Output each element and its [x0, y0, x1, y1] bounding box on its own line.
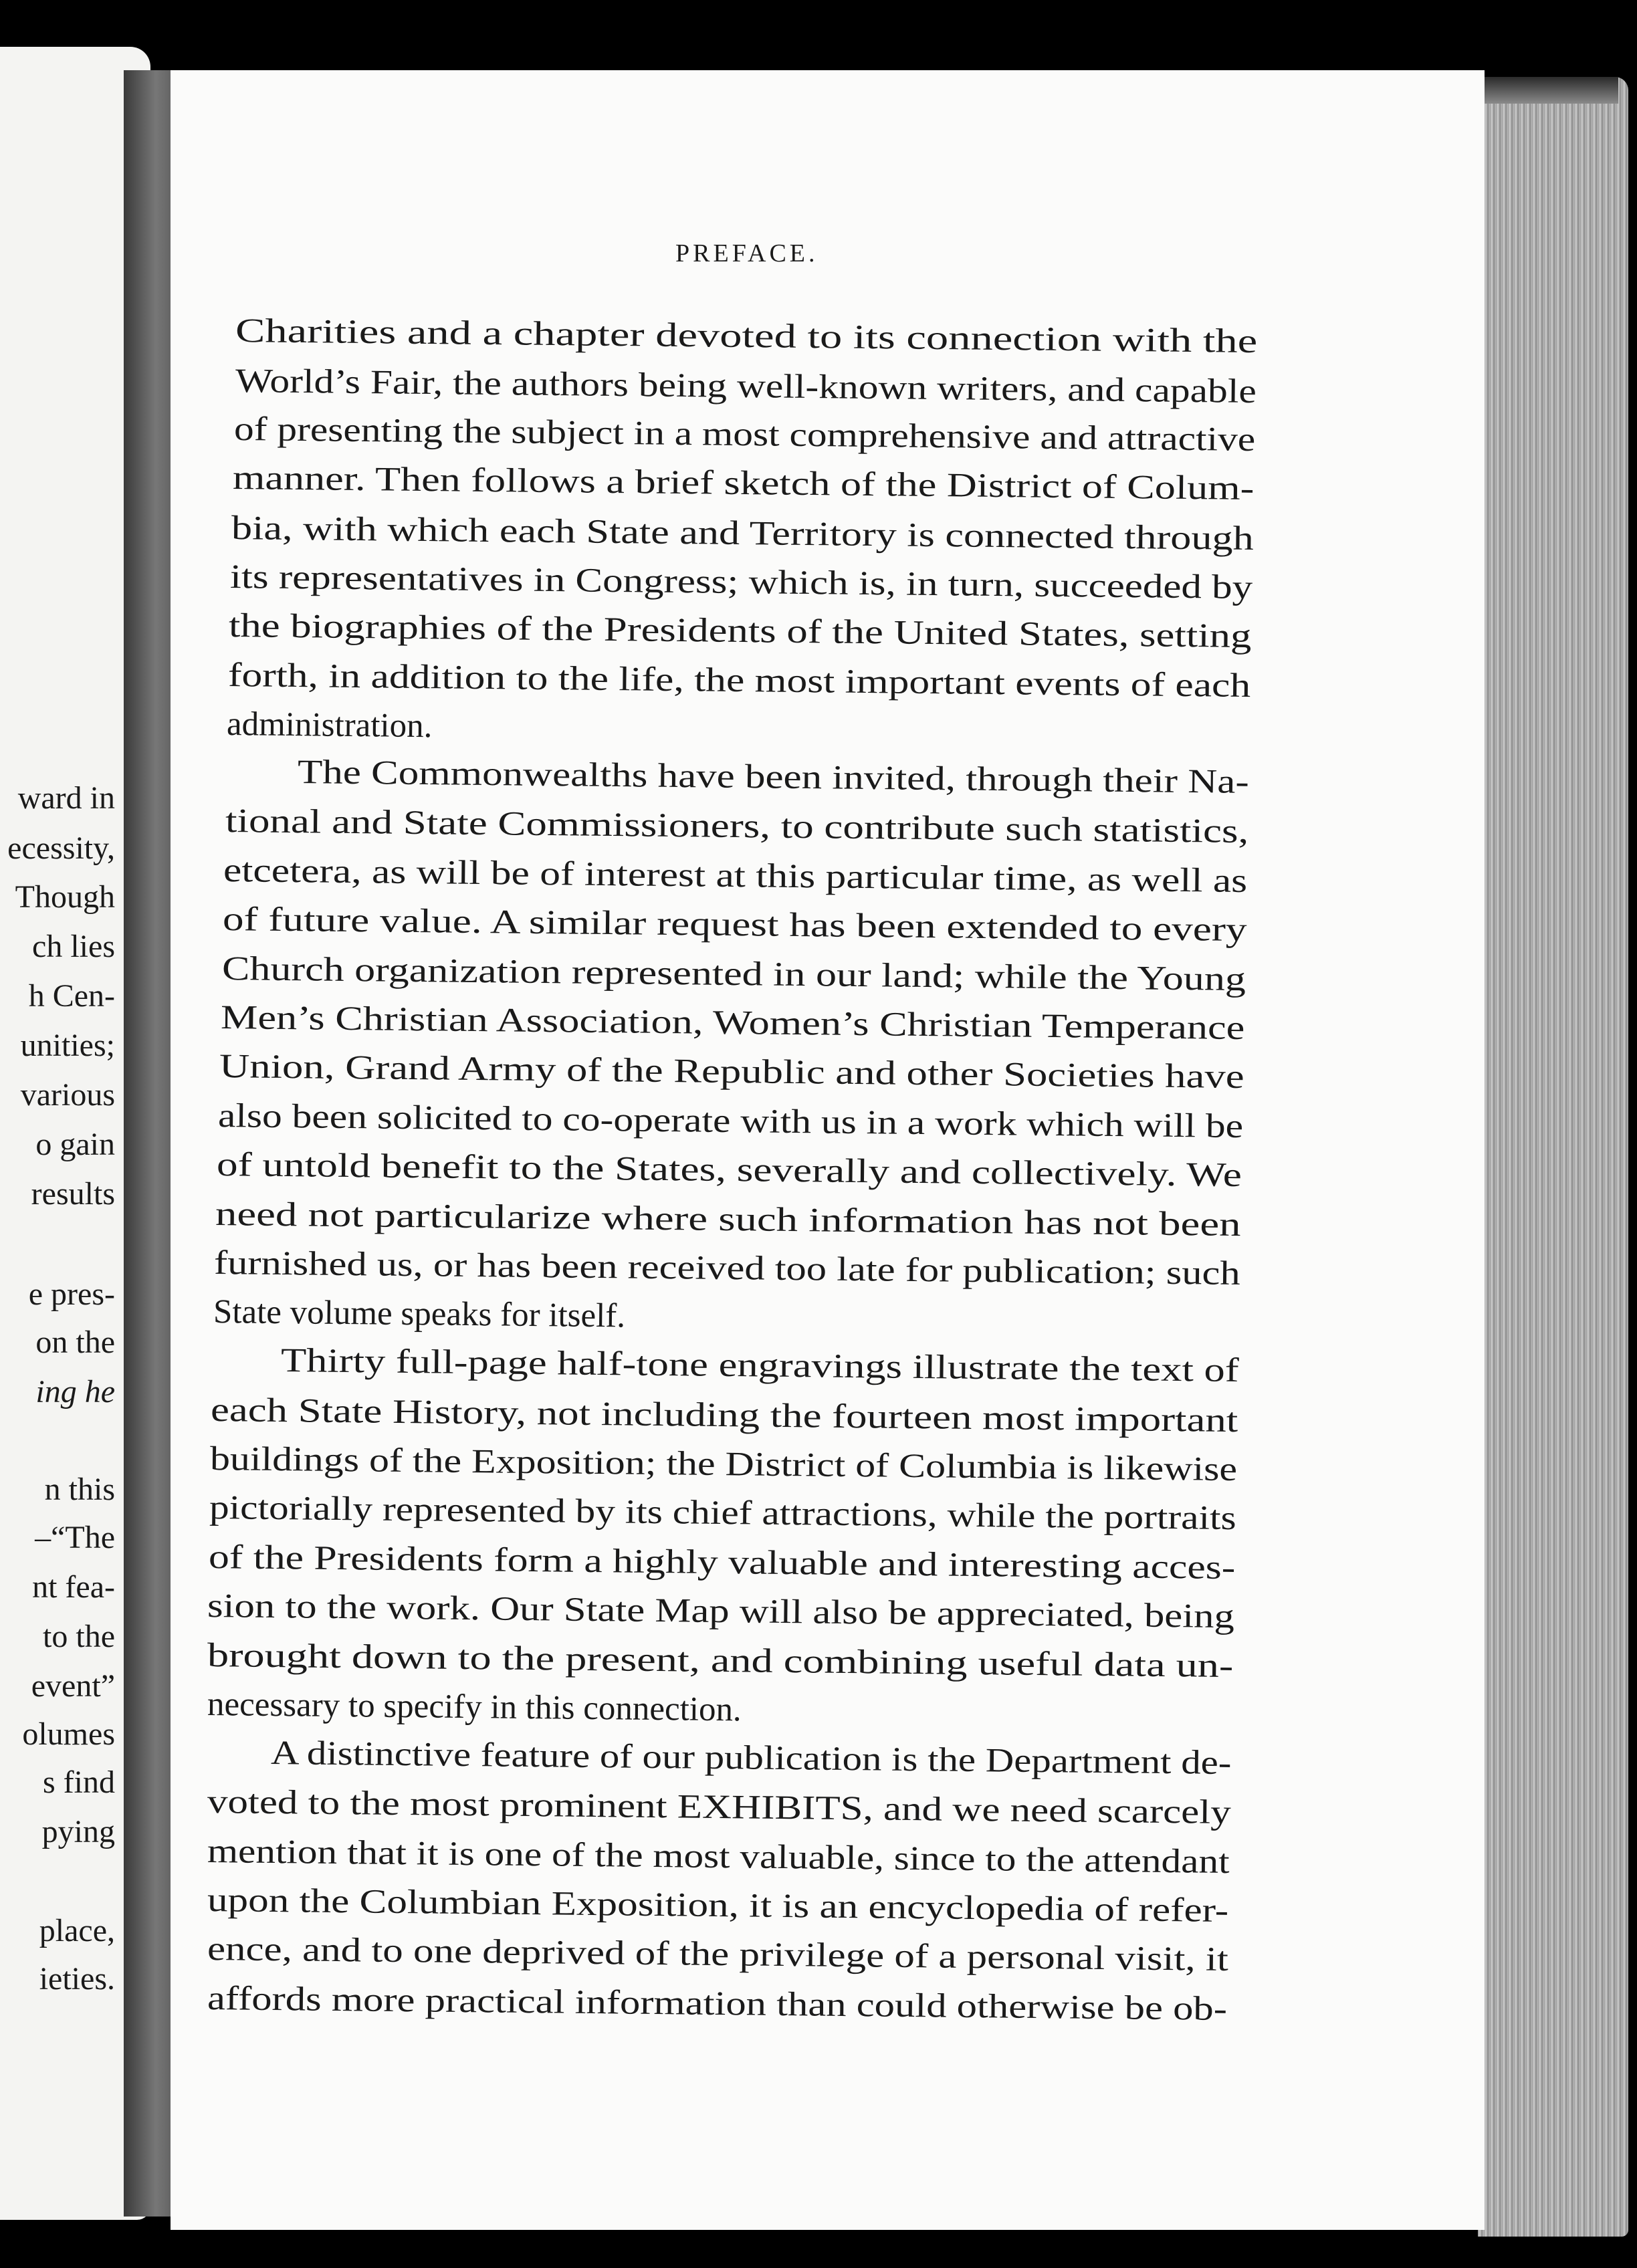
- body-line: A distinctive feature of our publication is the Department de-: [270, 1734, 1232, 1783]
- left-fragment: –“The: [35, 1520, 115, 1555]
- body-line: of future value. A similar request has been extended to every: [222, 901, 1247, 949]
- left-fragment: ward in: [17, 780, 115, 816]
- left-fragment: olumes: [22, 1716, 115, 1752]
- left-fragment: place,: [39, 1913, 115, 1948]
- body-line: Men’s Christian Association, Women’s Christian Temperance: [220, 999, 1245, 1048]
- left-fragment: s find: [43, 1765, 115, 1800]
- body-line: pictorially represented by its chief attractions, while the portraits: [209, 1489, 1236, 1538]
- left-fragment: to the: [43, 1619, 115, 1654]
- body-text-segment: , and we need scarcely: [863, 1790, 1232, 1832]
- body-line: also been solicited to co-operate with us in a work which will be: [217, 1097, 1244, 1146]
- body-line: of untold benefit to the States, severally and collectively. We: [216, 1146, 1242, 1195]
- left-fragment: ing he: [35, 1374, 115, 1409]
- body-line: administration.: [226, 705, 433, 746]
- body-line: bia, with which each State and Territory is connected through: [231, 509, 1254, 558]
- body-line: mention that it is one of the most valuable, since to the attendant: [207, 1833, 1230, 1882]
- left-fragment: ieties.: [39, 1961, 115, 1997]
- body-line: affords more practical information than could otherwise be ob-: [207, 1980, 1228, 2028]
- body-line: The Commonwealths have been invited, through their Na-: [297, 754, 1249, 801]
- body-line: upon the Columbian Exposition, it is an encyclopedia of refer-: [207, 1882, 1229, 1930]
- body-line: furnished us, or has been received too late for publication; such: [213, 1244, 1241, 1293]
- left-fragment: Though: [15, 879, 115, 915]
- body-line: its representatives in Congress; which is, in turn, succeeded by: [229, 558, 1253, 607]
- left-page-text-fragments: [0, 0, 134, 2206]
- left-fragment: n this: [44, 1472, 115, 1507]
- left-fragment: event”: [31, 1668, 115, 1704]
- body-line: necessary to specify in this connection.: [207, 1686, 742, 1729]
- left-fragment: h Cen-: [28, 978, 115, 1014]
- body-line: need not particularize where such information has not been: [215, 1196, 1241, 1244]
- running-head: PREFACE.: [675, 239, 818, 267]
- body-line: of presenting the subject in a most comprehensive and attractive: [233, 411, 1256, 459]
- left-fragment: pying: [41, 1814, 115, 1849]
- body-line: buildings of the Exposition; the District of Columbia is likewise: [209, 1440, 1238, 1489]
- page-edge-stack: [1478, 77, 1628, 2237]
- body-line: State volume speaks for itself.: [213, 1293, 626, 1335]
- body-line: Union, Grand Army of the Republic and other Societies have: [219, 1048, 1244, 1097]
- body-line: Thirty full-page half-tone engravings illustrate the text of: [280, 1342, 1239, 1390]
- body-line: the biographies of the Presidents of the United States, setting: [228, 607, 1252, 656]
- body-line: brought down to the present, and combining useful data un-: [207, 1637, 1234, 1686]
- body-line: ence, and to one deprived of the privilege of a personal visit, it: [207, 1930, 1229, 1978]
- left-fragment: e pres-: [28, 1276, 115, 1312]
- body-line: Church organization represented in our land; while the Young: [221, 950, 1246, 999]
- left-fragment: ecessity,: [7, 830, 115, 866]
- body-line: each State History, not including the fourteen most important: [210, 1391, 1238, 1440]
- left-fragment: unities;: [20, 1028, 115, 1063]
- body-line: etcetera, as will be of interest at this particular time, as well as: [223, 852, 1248, 901]
- body-line: forth, in addition to the life, the most important events of each: [227, 657, 1251, 705]
- body-line: manner. Then follows a brief sketch of the District of Colum-: [232, 459, 1254, 507]
- page-edge-shadow: [1478, 77, 1618, 104]
- body-line: of the Presidents form a highly valuable and interesting acces-: [208, 1539, 1236, 1587]
- exhibits-smallcaps: EXHIBITS: [677, 1788, 863, 1828]
- left-fragment: on the: [35, 1325, 115, 1360]
- left-fragment: nt fea-: [32, 1569, 115, 1605]
- body-line: tional and State Commissioners, to contribute such statistics,: [225, 802, 1249, 851]
- body-line: Charities and a chapter devoted to its connection with the: [235, 312, 1258, 361]
- body-line: sion to the work. Our State Map will also be appreciated, being: [207, 1587, 1235, 1636]
- left-fragment: ch lies: [32, 929, 115, 964]
- left-fragment: various: [20, 1077, 115, 1113]
- body-text-segment: voted to the most prominent: [207, 1783, 678, 1826]
- left-fragment: o gain: [35, 1127, 115, 1162]
- left-fragment: results: [31, 1176, 115, 1212]
- body-line: World’s Fair, the authors being well-known writers, and capable: [235, 362, 1257, 411]
